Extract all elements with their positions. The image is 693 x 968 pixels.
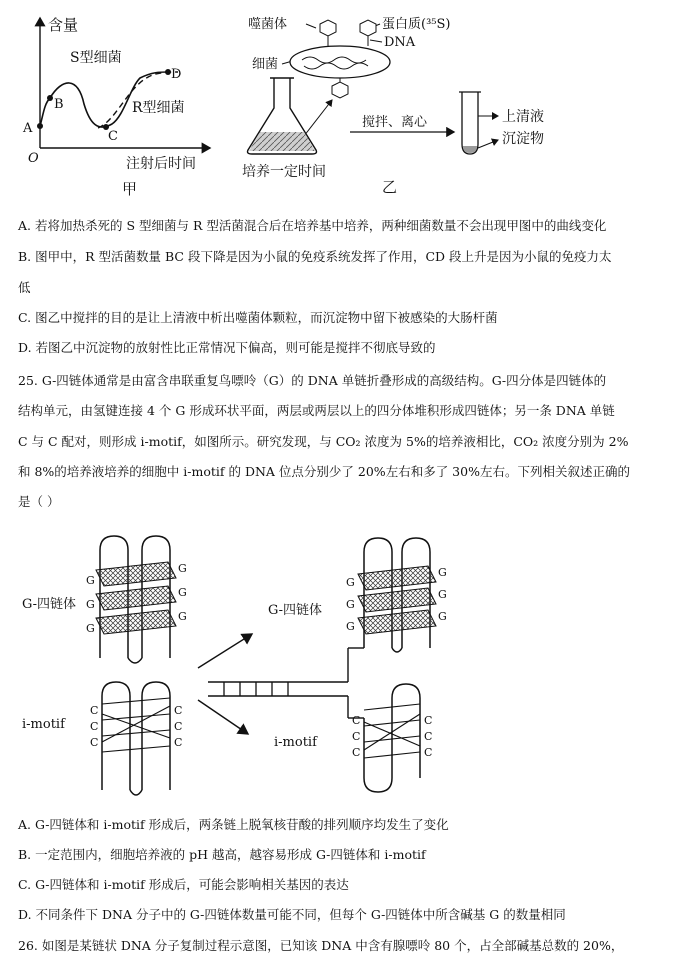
q25-stem-line-5: 是（ ） [18, 494, 60, 509]
g-label: G [438, 610, 447, 623]
c-label: C [424, 730, 433, 743]
i-motif-label-right: i-motif [274, 735, 317, 750]
figure-jia [18, 8, 228, 200]
c-label: C [90, 736, 99, 749]
q24-option-b-cont: 低 [18, 280, 31, 295]
bacterium-icon [290, 46, 390, 78]
i-motif-left [102, 682, 170, 795]
q25-stem-line-2: 结构单元，由氢键连接 4 个 G 形成环状平面，两层或两层以上的四分体堆积形成四链体；另一条 DNA 单链 [18, 403, 615, 418]
c-label: C [90, 720, 99, 733]
g-quadruplex-label-right: G-四链体 [268, 603, 323, 618]
test-tube-icon [459, 92, 481, 154]
q25-stem-line-3: C 与 C 配对，则形成 i-motif，如图所示。研究发现，与 CO₂ 浓度为 5%的培养液相比，CO₂ 浓度分别为 2% [18, 434, 629, 449]
g-label: G [438, 588, 447, 601]
g-label: G [178, 586, 187, 599]
i-motif-label-left: i-motif [22, 717, 65, 732]
g-label: G [346, 598, 355, 611]
dna-label: DNA [384, 35, 416, 50]
q25-stem-line-4: 和 8%的培养液培养的细胞中 i-motif 的 DNA 位点分别少了 20%左右和多了 30%左右。下列相关叙述正确的 [18, 464, 630, 479]
caption-yi: 乙 [382, 178, 398, 196]
arrow-to-i-motif [198, 700, 248, 734]
q25-option-b: B. 一定范围内，细胞培养液的 pH 越高，越容易形成 G-四链体和 i-motif [18, 847, 426, 862]
g-label: G [86, 622, 95, 635]
c-label: C [174, 704, 183, 717]
c-label: C [90, 704, 99, 717]
s-bacteria-label: S型细菌 [70, 50, 122, 66]
g-label: G [438, 566, 447, 579]
q25-stem-line-1: 25. G-四链体通常是由富含串联重复鸟嘌呤（G）的 DNA 单链折叠形成的高级结构。G-四分体是四链体的 [18, 373, 607, 388]
c-label: C [174, 736, 183, 749]
process-label: 搅拌、离心 [362, 115, 428, 130]
q24-option-c: C. 图乙中搅拌的目的是让上清液中析出噬菌体颗粒，而沉淀物中留下被感染的大肠杆菌 [18, 310, 498, 325]
arrow-to-g-quadruplex [198, 634, 252, 668]
g-label: G [178, 562, 187, 575]
q24-option-b: B. 图甲中，R 型活菌数量 BC 段下降是因为小鼠的免疫系统发挥了作用，CD 段上升是因为小鼠的免疫力太 [18, 249, 612, 264]
g-label: G [346, 620, 355, 633]
y-axis-label: 含量 [48, 16, 79, 34]
c-label: C [424, 746, 433, 759]
phage-label: 噬菌体 [248, 17, 288, 32]
point-a [37, 123, 43, 129]
sediment-label: 沉淀物 [502, 131, 544, 147]
culture-label: 培养一定时间 [242, 164, 326, 180]
label-a: A [23, 121, 33, 136]
g-quadruplex-right [358, 538, 436, 652]
g-label: G [86, 574, 95, 587]
q25-option-d: D. 不同条件下 DNA 分子中的 G-四链体数量可能不同，但每个 G-四链体中所含碱基 G 的数量相同 [18, 907, 566, 922]
origin-label: O [28, 151, 39, 166]
q25-option-a: A. G-四链体和 i-motif 形成后，两条链上脱氧核苷酸的排列顺序均发生了变化 [18, 817, 449, 832]
bacteria-label: 细菌 [252, 57, 279, 72]
flask-icon [248, 78, 317, 154]
c-label: C [352, 730, 361, 743]
q26-stem-line-1: 26. 如图是某链状 DNA 分子复制过程示意图，已知该 DNA 中含有腺嘌呤 80 个，占全部碱基总数的 20%， [18, 938, 624, 953]
g-label: G [86, 598, 95, 611]
g-label: G [178, 610, 187, 623]
figure-q25 [18, 528, 448, 798]
supernatant-label: 上清液 [502, 109, 544, 125]
q24-option-a: A. 若将加热杀死的 S 型细菌与 R 型活菌混合后在培养基中培养，两种细菌数量不会出现甲图中的曲线变化 [18, 218, 607, 233]
label-b: B [54, 97, 64, 112]
r-bacteria-label: R型细菌 [132, 100, 185, 116]
x-axis-label: 注射后时间 [126, 156, 196, 172]
label-d: D [171, 67, 182, 82]
c-label: C [174, 720, 183, 733]
i-motif-right [364, 684, 420, 792]
c-label: C [424, 714, 433, 727]
c-label: C [352, 714, 361, 727]
protein-label: 蛋白质(³⁵S) [382, 17, 451, 32]
caption-jia: 甲 [122, 180, 138, 198]
q25-option-c: C. G-四链体和 i-motif 形成后，可能会影响相关基因的表达 [18, 877, 349, 892]
q24-option-d: D. 若图乙中沉淀物的放射性比正常情况下偏高，则可能是搅拌不彻底导致的 [18, 340, 436, 355]
g-quadruplex-left [96, 536, 176, 663]
point-b [47, 95, 53, 101]
c-label: C [352, 746, 361, 759]
g-quadruplex-label-left: G-四链体 [22, 597, 77, 612]
g-label: G [346, 576, 355, 589]
label-c: C [108, 129, 118, 144]
dna-duplex-ladder [208, 648, 364, 718]
figure-yi [232, 4, 584, 200]
